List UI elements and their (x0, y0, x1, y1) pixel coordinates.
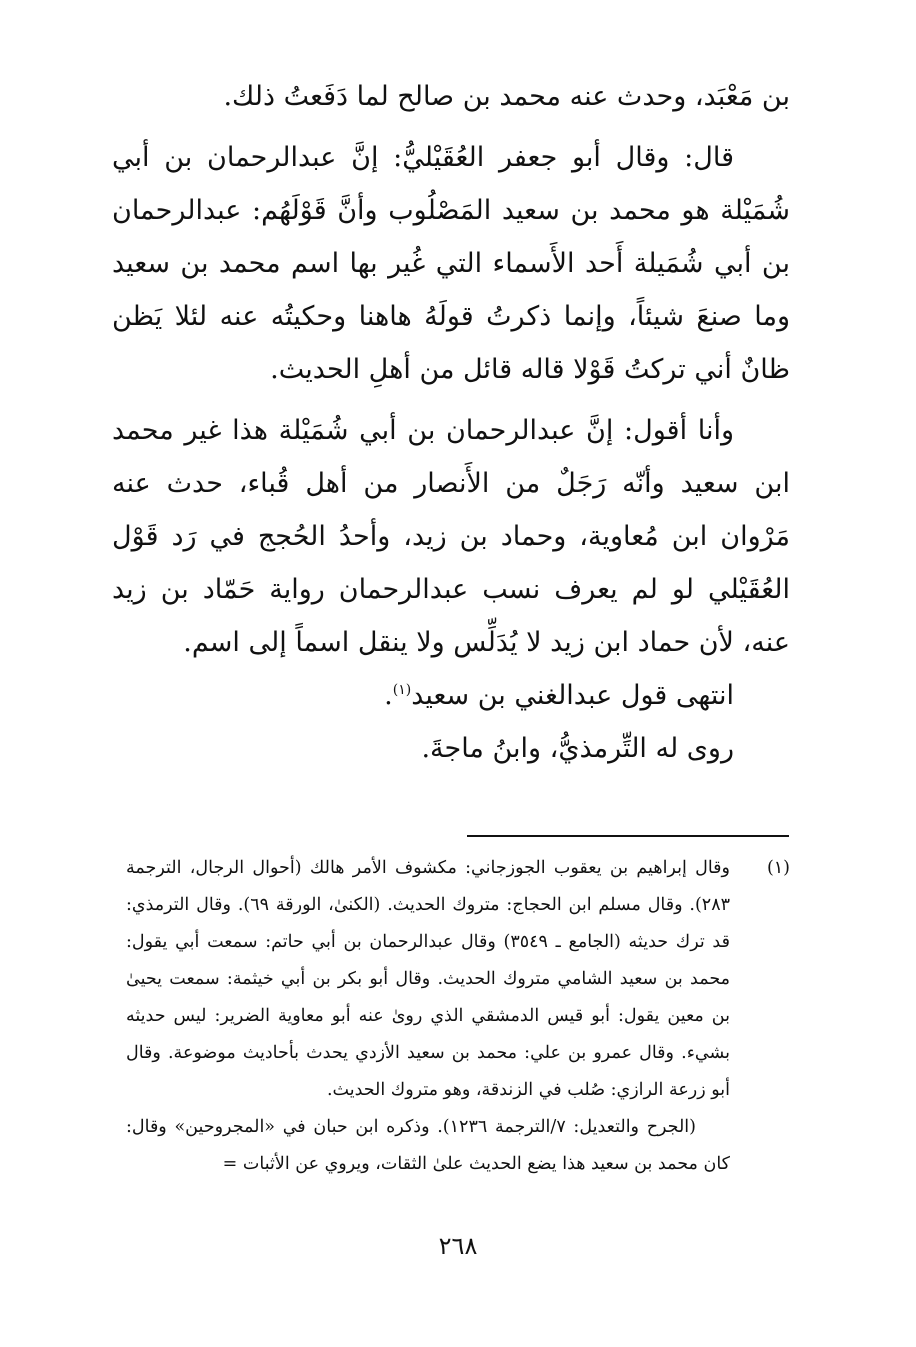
paragraph-2: قال: وقال أبو جعفر العُقَيْليُّ: إنَّ عبدالرحمان بن أبي شُمَيْلة هو محمد بن سعيد المَصْلُوب وأنَّ قَوْلَهُم: عبدالرحمان بن أبي شُمَيلة أَحد الأَسماء التي غُير بها اسم محمد بن سعيد وما صنعَ شيئاً، وإنما ذكرتُ قولَهُ هاهنا وحكيتُه عنه لئلا يَظن ظانٌ أني تركتُ قَوْلا قاله قائل من أهلِ الحديث. (112, 142, 790, 385)
paragraph-3: وأنا أقول: إنَّ عبدالرحمان بن أبي شُمَيْلة هذا غير محمد ابن سعيد وأنّه رَجَلٌ من الأَنصار من أهل قُباء، حدث عنه مَرْوان ابن مُعاوية، وحماد بن زيد، وأحدُ الحُجج في رَد قَوْل العُقَيْلي لو لم يعرف نسب عبدالرحمان رواية حَمّاد بن زيد عنه، لأن حماد ابن زيد لا يُدَلِّس ولا ينقل اسماً إلى اسم. (112, 415, 790, 658)
footnote-separator (467, 835, 789, 837)
footnote-reference: (١) (392, 682, 412, 698)
main-text (112, 70, 790, 775)
footnote-paragraph-2: (الجرح والتعديل: ٧/الترجمة ١٢٣٦). وذكره ابن حبان في «المجروحين» وقال: كان محمد بن سعيد هذا يضع الحديث علىٰ الثقات، ويروي عن الأثبات = (126, 1117, 730, 1174)
quote-end-period: . (384, 680, 393, 711)
paragraph-5: روى له التِّرمذيُّ، وابنُ ماجةَ. (421, 733, 734, 764)
paragraph-4 (112, 669, 790, 722)
quote-end-text: انتهى قول عبدالغني بن سعيد (411, 680, 734, 711)
footnotes (126, 850, 790, 1183)
footnote-paragraph-1: وقال إبراهيم بن يعقوب الجوزجاني: مكشوف الأمر هالك (أحوال الرجال، الترجمة ٢٨٣). وقال مسلم ابن الحجاج: متروك الحديث. (الكنىٰ، الورقة ٦٩). وقال الترمذي: قد ترك حديثه (الجامع ـ ٣٥٤٩) وقال عبدالرحمان بن أبي حاتم: سمعت أبي يقول: محمد بن سعيد الشامي متروك الحديث. وقال أبو بكر بن أبي خيثمة: سمعت يحيىٰ بن معين يقول: أبو قيس الدمشقي الذي روىٰ عنه أبو معاوية الضرير: ليس حديثه بشيء. وقال عمرو بن علي: محمد بن سعيد الأزدي يحدث بأحاديث موضوعة. وقال أبو زرعة الرازي: صُلب في الزندقة، وهو متروك الحديث. (126, 858, 730, 1100)
paragraph-1: بن مَعْبَد، وحدث عنه محمد بن صالح لما دَفَعتُ ذلك. (223, 81, 790, 112)
page-number: ٢٦٨ (438, 1232, 478, 1260)
footnote-number: (١) (766, 858, 790, 878)
footnote (126, 850, 790, 1183)
